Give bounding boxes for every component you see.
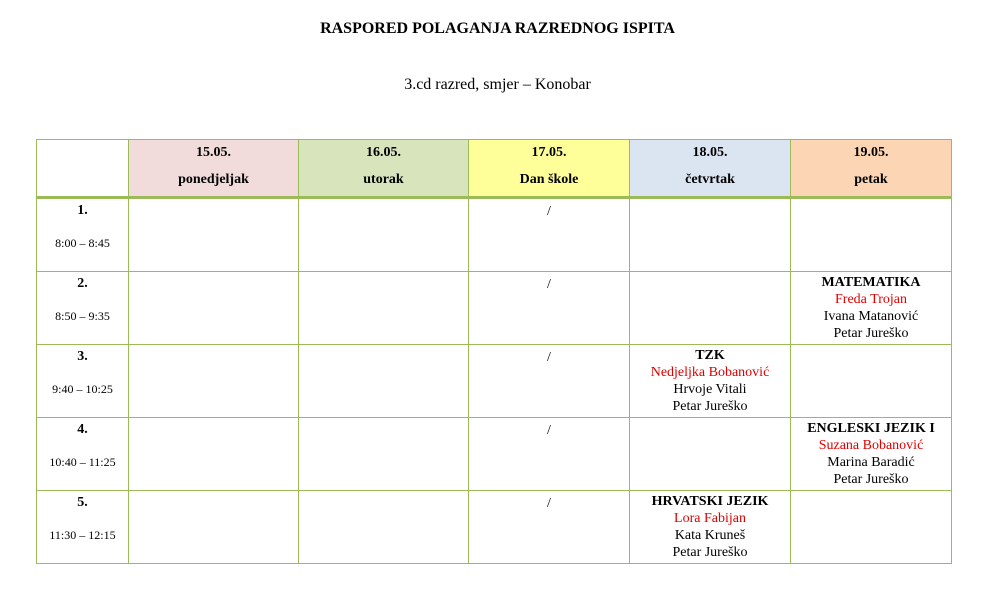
empty-cell	[129, 272, 299, 345]
exam-member: Petar Jureško	[833, 472, 909, 487]
slot-cell	[37, 491, 129, 564]
exam-member: Hrvoje Vitali	[673, 382, 747, 397]
empty-cell	[129, 418, 299, 491]
day-name: utorak	[363, 172, 404, 187]
empty-cell	[299, 345, 469, 418]
exam-member: Ivana Matanović	[823, 309, 919, 324]
day-date: 17.05.	[531, 145, 567, 160]
wed-cell	[469, 345, 630, 418]
slot-cell	[37, 345, 129, 418]
wed-cell	[469, 418, 630, 491]
corner-cell	[37, 140, 129, 198]
page-subtitle: 3.cd razred, smjer – Konobar	[404, 76, 591, 93]
exam-subject: HRVATSKI JEZIK	[651, 494, 769, 509]
exam-subject: ENGLESKI JEZIK I	[807, 421, 935, 436]
empty-cell	[299, 418, 469, 491]
schedule-table	[36, 139, 952, 564]
exam-examiner: Lora Fabijan	[674, 511, 746, 526]
exam-examiner: Nedjeljka Bobanović	[650, 365, 770, 380]
no-exam-marker: /	[547, 423, 551, 438]
table-row	[37, 418, 952, 491]
day-date: 15.05.	[196, 145, 231, 160]
day-header-fri	[791, 140, 952, 198]
empty-cell	[299, 491, 469, 564]
empty-cell	[129, 198, 299, 272]
empty-cell	[129, 345, 299, 418]
no-exam-marker: /	[547, 277, 551, 292]
empty-cell	[630, 418, 791, 491]
slot-time: 11:30 – 12:15	[49, 528, 116, 542]
day-header-wed	[469, 140, 630, 198]
slot-number: 1.	[77, 203, 88, 218]
exam-cell-cro	[630, 491, 791, 564]
slot-number: 5.	[77, 495, 88, 510]
exam-cell-eng	[791, 418, 952, 491]
empty-cell	[129, 491, 299, 564]
exam-cell-math	[791, 272, 952, 345]
no-exam-marker: /	[547, 350, 551, 365]
page-title: RASPORED POLAGANJA RAZREDNOG ISPITA	[320, 20, 675, 37]
header-row	[37, 140, 952, 198]
day-name: Dan škole	[519, 172, 579, 187]
slot-cell	[37, 418, 129, 491]
no-exam-marker: /	[547, 496, 551, 511]
day-name: četvrtak	[685, 172, 735, 187]
exam-member: Petar Jureško	[672, 399, 748, 414]
empty-cell	[630, 198, 791, 272]
exam-subject: MATEMATIKA	[821, 275, 921, 290]
exam-member: Petar Jureško	[672, 545, 748, 560]
exam-examiner: Freda Trojan	[835, 292, 907, 307]
day-name: ponedjeljak	[178, 172, 249, 187]
wed-cell	[469, 491, 630, 564]
wed-cell	[469, 198, 630, 272]
empty-cell	[299, 272, 469, 345]
exam-cell-tzk	[630, 345, 791, 418]
table-row	[37, 491, 952, 564]
day-date: 19.05.	[853, 145, 889, 160]
slot-cell	[37, 272, 129, 345]
exam-member: Petar Jureško	[833, 326, 909, 341]
day-name: petak	[854, 172, 888, 187]
day-date: 16.05.	[366, 145, 401, 160]
day-header-mon	[129, 140, 299, 198]
empty-cell	[791, 198, 952, 272]
table-row	[37, 272, 952, 345]
slot-time: 8:50 – 9:35	[55, 309, 110, 323]
no-exam-marker: /	[547, 204, 551, 219]
day-header-tue	[299, 140, 469, 198]
slot-number: 3.	[77, 349, 88, 364]
empty-cell	[791, 491, 952, 564]
slot-time: 8:00 – 8:45	[55, 236, 110, 250]
slot-number: 2.	[77, 276, 88, 291]
slot-number: 4.	[77, 422, 88, 437]
table-row	[37, 345, 952, 418]
empty-cell	[630, 272, 791, 345]
exam-member: Kata Kruneš	[674, 528, 746, 543]
slot-time: 9:40 – 10:25	[52, 382, 113, 396]
empty-cell	[791, 345, 952, 418]
exam-subject: TZK	[695, 348, 725, 363]
wed-cell	[469, 272, 630, 345]
slot-cell	[37, 198, 129, 272]
empty-cell	[299, 198, 469, 272]
table-row	[37, 198, 952, 272]
day-date: 18.05.	[692, 145, 728, 160]
day-header-thu	[630, 140, 791, 198]
exam-examiner: Suzana Bobanović	[818, 438, 924, 453]
exam-member: Marina Baradić	[827, 455, 915, 470]
slot-time: 10:40 – 11:25	[49, 455, 116, 469]
